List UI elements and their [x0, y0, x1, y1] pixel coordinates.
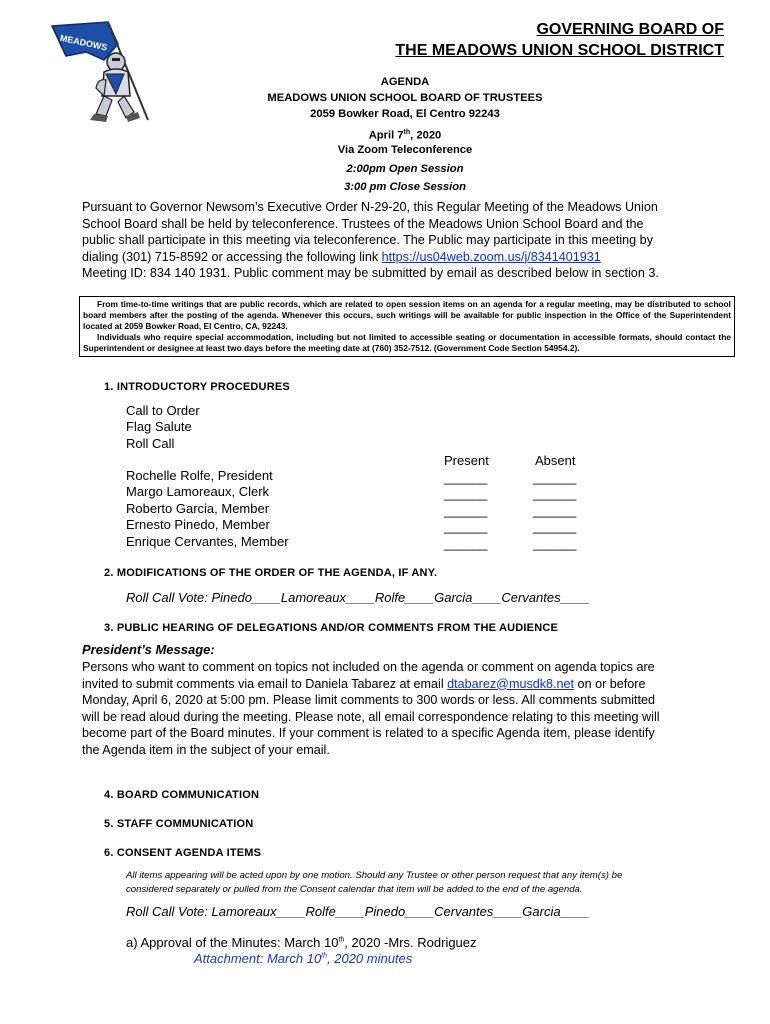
roll-call: Roll Call — [126, 436, 175, 451]
email-link[interactable]: dtabarez@musdk8.net — [447, 676, 575, 691]
absent-blank: ______ — [533, 536, 577, 551]
present-blank: ______ — [444, 503, 488, 518]
present-blank: ______ — [444, 470, 488, 485]
meeting-address: 2059 Bowker Road, El Centro 92243 — [310, 108, 500, 120]
approval-of-minutes: a) Approval of the Minutes: March 10th, 2020 -Mrs. Rodriguez — [126, 935, 477, 950]
meeting-venue: Via Zoom Teleconference — [337, 144, 473, 156]
roll-call-vote-section-6: Roll Call Vote: Lamoreaux____Rolfe____Pinedo____Cervantes____Garcia____ — [126, 904, 590, 919]
absent-blank: ______ — [533, 486, 577, 501]
absent-blank: ______ — [533, 470, 577, 485]
call-to-order: Call to Order — [126, 403, 200, 418]
open-session-time: 2:00pm Open Session — [346, 163, 464, 175]
section-4-heading: 4. BOARD COMMUNICATION — [104, 789, 260, 801]
present-blank: ______ — [444, 519, 488, 534]
minutes-attachment: Attachment: March 10th, 2020 minutes — [194, 951, 413, 966]
board-name: MEADOWS UNION SCHOOL BOARD OF TRUSTEES — [267, 92, 543, 104]
meeting-date: April 7th, 2020 — [368, 129, 442, 142]
zoom-link[interactable]: https://us04web.zoom.us/j/8341401931 — [381, 249, 601, 264]
member-name: Ernesto Pinedo, Member — [126, 517, 270, 532]
agenda-label: AGENDA — [380, 76, 430, 88]
svg-text:MEADOWS: MEADOWS — [59, 32, 109, 53]
section-3-heading: 3. PUBLIC HEARING OF DELEGATIONS AND/OR COMMENTS FROM THE AUDIENCE — [104, 622, 559, 634]
member-name: Roberto Garcia, Member — [126, 501, 270, 516]
presidents-message-heading: President’s Message: — [82, 642, 215, 657]
section-5-heading: 5. STAFF COMMUNICATION — [104, 818, 254, 830]
presidents-message-body: Persons who want to comment on topics not included on the agenda or comment on agenda topics are invited to submit comments via email to Daniela Tabarez at email dtabarez@musdk8.net on or before Monday, April 6, 2020 at 5:00 pm. Please limit comments to 300 words or less. All comments submitted will be read aloud during the meeting. Please note, all email correspondence relating to this meeting will become part of the Board minutes. If your comment is related to a specific Agenda item, please identify the Agenda item in the subject of your email. — [82, 660, 660, 757]
absent-blank: ______ — [533, 519, 577, 534]
absent-blank: ______ — [533, 503, 577, 518]
roll-call-vote-section-2: Roll Call Vote: Pinedo____Lamoreaux____Rolfe____Garcia____Cervantes____ — [126, 590, 590, 605]
member-name: Enrique Cervantes, Member — [126, 534, 289, 549]
member-name: Margo Lamoreaux, Clerk — [126, 484, 270, 499]
section-6-heading: 6. CONSENT AGENDA ITEMS — [104, 847, 262, 859]
absent-column-header: Absent — [535, 453, 576, 468]
present-blank: ______ — [444, 486, 488, 501]
section-1-heading: 1. INTRODUCTORY PROCEDURES — [104, 381, 290, 393]
present-blank: ______ — [444, 536, 488, 551]
present-column-header: Present — [444, 453, 489, 468]
member-name: Rochelle Rolfe, President — [126, 468, 273, 483]
section-2-heading: 2. MODIFICATIONS OF THE ORDER OF THE AGENDA, IF ANY. — [104, 567, 438, 579]
public-records-notice: From time-to-time writings that are public records, which are related to open session items on an agenda for a regular meeting, may be distributed to school board members after the posting of the agenda. Whenever this occurs, such writings will be available for public inspection in the Office of the Superintendent located at 2059 Bowker Road, El Centro, CA, 92243. Individuals who require special accommodation, including but not limited to accessible seating or documentation in accessible formats, should contact the Superintendent or designee at least two days before the meeting date at (760) 352-7512. (Government Code Section 54954.2). — [79, 296, 735, 357]
close-session-time: 3:00 pm Close Session — [344, 181, 466, 193]
flag-salute: Flag Salute — [126, 419, 192, 434]
consent-agenda-note: All items appearing will be acted upon by one motion. Should any Trustee or other person request that any item(s) be considered separately or pulled from the Consent calendar that item will be added to the end of the agenda. — [126, 870, 623, 895]
document-title-line2: THE MEADOWS UNION SCHOOL DISTRICT — [395, 42, 724, 59]
document-title-line1: GOVERNING BOARD OF — [536, 21, 724, 38]
intro-paragraph: Pursuant to Governor Newsom’s Executive Order N-29-20, this Regular Meeting of the Meadows Union School Board shall be held by teleconference. Trustees of the Meadows Union School Board and the public shall participate in this meeting via teleconference. The Public may participate in this meeting by dialing (301) 715-8592 or accessing the following link https://us04web.zoom.us/j/8341401931 Meeting ID: 834 140 1931. Public comment may be submitted by email as described below in section 3. — [82, 200, 659, 281]
